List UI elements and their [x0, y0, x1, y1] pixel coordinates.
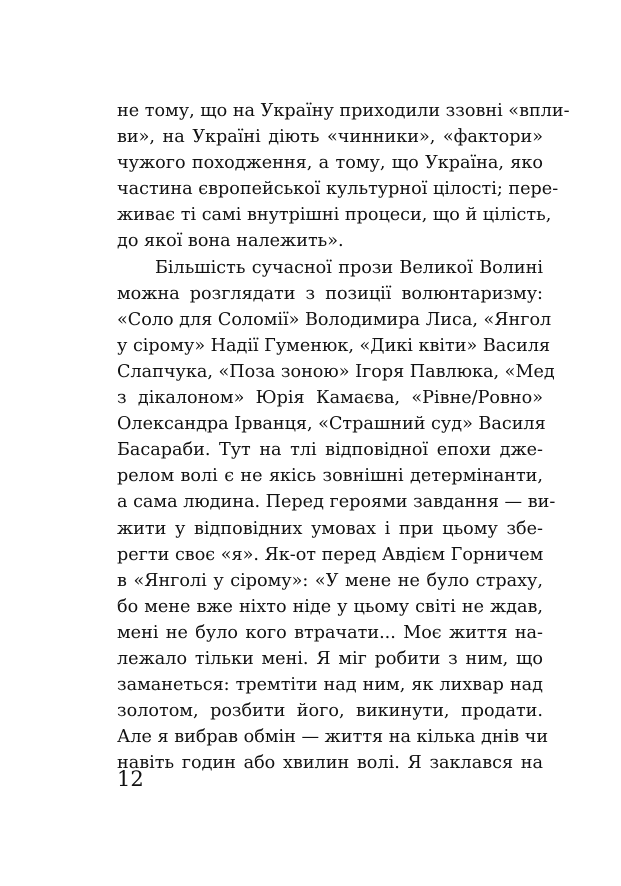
- text-line: частина європейської культурної цілості; пере-: [117, 179, 559, 200]
- text-line: золотом, розбити його, викинути, продати.: [117, 701, 543, 722]
- text-line: заманеться: тремтіти над ним, як лихвар над: [117, 675, 543, 696]
- text-line: регти своє «я». Як-от перед Авдієм Горничем: [117, 544, 544, 565]
- text-line: не тому, що на Україну приходили ззовні «впли-: [117, 101, 570, 121]
- text-line: а сама людина. Перед героями завдання — ви-: [117, 492, 556, 513]
- text-line: ви», на Україні діють «чинники», «фактори»: [117, 127, 543, 148]
- text-line: Але я вибрав обмін — життя на кілька днів чи: [117, 727, 549, 748]
- text-line: навіть годин або хвилин волі. Я заклався на: [117, 753, 543, 774]
- paragraph-2: [117, 255, 556, 777]
- page-number: 12: [117, 767, 144, 791]
- text-line: чужого походження, а тому, що Україна, яко: [117, 153, 543, 174]
- text-line: лежало тільки мені. Я міг робити з ним, що: [117, 648, 543, 669]
- text-line: мені не було кого втрачати... Моє життя на-: [117, 622, 543, 643]
- text-line: в «Янголі у сірому»: «У мене не було страху,: [117, 570, 543, 591]
- text-line: Басараби. Тут на тлі відповідної епохи дже-: [117, 440, 543, 461]
- text-line: жити у відповідних умовах і при цьому збе-: [117, 518, 543, 539]
- text-line: бо мене вже ніхто ніде у цьому світі не ждав,: [117, 596, 543, 617]
- text-line: живає ті самі внутрішні процеси, що й цілість,: [117, 205, 552, 226]
- text-line: можна розглядати з позиції волюнтаризму:: [117, 283, 543, 304]
- text-line: з дікалоном» Юрія Камаєва, «Рівне/Ровно»: [117, 388, 543, 409]
- text-line: Олександра Ірванця, «Страшний суд» Василя: [117, 414, 546, 435]
- text-line: Слапчука, «Поза зоною» Ігоря Павлюка, «Мед: [117, 361, 555, 382]
- text-line: релом волі є не якісь зовнішні детермінанти,: [117, 466, 543, 487]
- paragraph-1: [117, 98, 570, 255]
- text-line: Більшість сучасної прози Великої Волині: [155, 257, 543, 278]
- text-line: «Соло для Соломії» Володимира Лиса, «Янгол: [117, 309, 552, 330]
- text-line: у сірому» Надії Гуменюк, «Дикі квіти» Василя: [117, 335, 551, 356]
- text-line: до якої вона належить».: [117, 231, 344, 252]
- body-text: [117, 98, 570, 776]
